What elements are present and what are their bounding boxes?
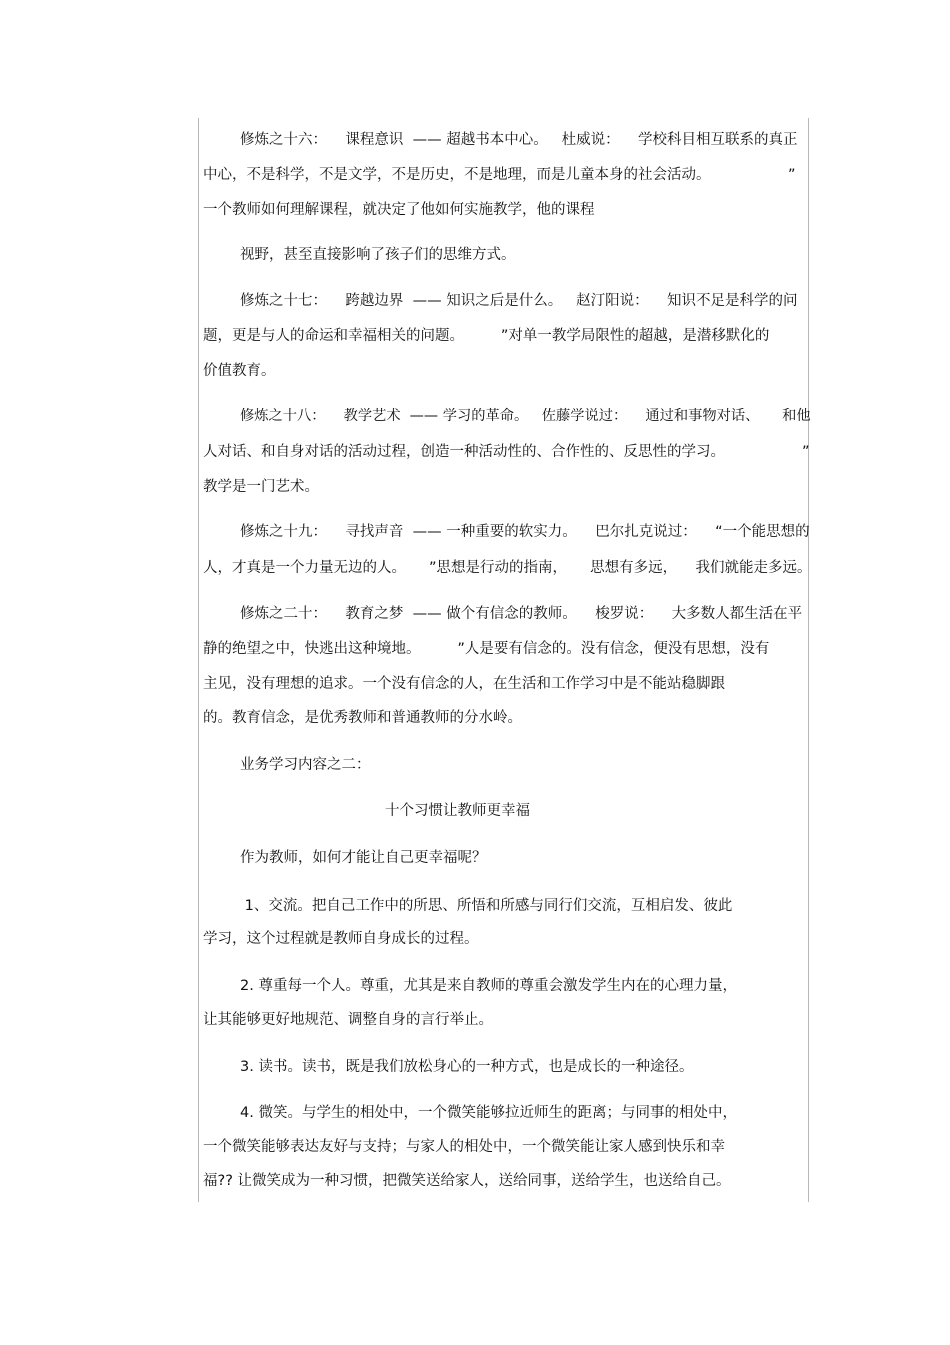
text-line: 2. 尊重每一个人。尊重，尤其是来自教师的尊重会激发学生内在的心理力量， — [240, 978, 737, 994]
quote-mark: ” — [802, 444, 810, 460]
text-line: 主见，没有理想的追求。一个没有信念的人，在生活和工作学习中是不能站稳脚跟 — [203, 676, 725, 692]
right-margin-rule — [808, 118, 809, 1202]
text-line: 学习，这个过程就是教师自身成长的过程。 — [203, 931, 479, 947]
text-line: 福?? 让微笑成为一种习惯，把微笑送给家人，送给同事，送给学生，也送给自己。 — [203, 1173, 731, 1189]
left-margin-rule — [198, 118, 199, 1202]
text-line: 一个微笑能够表达友好与支持；与家人的相处中，一个微笑能让家人感到快乐和幸 — [203, 1139, 725, 1155]
intro-line: 作为教师，如何才能让自己更幸福呢？ — [240, 850, 487, 866]
text-line: 修炼之十九： 寻找声音 —— 一种重要的软实力。 巴尔扎克说过： “一个能思想的 — [240, 524, 810, 540]
text-line: 的。教育信念，是优秀教师和普通教师的分水岭。 — [203, 710, 522, 726]
section-heading: 业务学习内容之二： — [240, 757, 371, 773]
text-line: 中心，不是科学，不是文学，不是历史，不是地理，而是儿童本身的社会活动。 — [203, 167, 711, 183]
text-line: 修炼之二十： 教育之梦 —— 做个有信念的教师。 梭罗说： 大多数人都生活在平 — [240, 606, 803, 622]
quote-mark: ” — [788, 167, 796, 183]
text-line: 人，才真是一个力量无边的人。 ”思想是行动的指南， 思想有多远， 我们就能走多远。 — [203, 560, 812, 576]
text-line: 人对话、和自身对话的活动过程，创造一种活动性的、合作性的、反思性的学习。 — [203, 444, 725, 460]
habit-3: 3. 读书。读书，既是我们放松身心的一种方式，也是成长的一种途径。 — [240, 1059, 694, 1075]
text-line: 让其能够更好地规范、调整自身的言行举止。 — [203, 1012, 493, 1028]
text-line: 题，更是与人的命运和幸福相关的问题。 ”对单一教学局限性的超越，是潜移默化的 — [203, 328, 770, 344]
text-line: 1、交流。把自己工作中的所思、所悟和所感与同行们交流，互相启发、彼此 — [240, 898, 733, 914]
text-line: 教学是一门艺术。 — [203, 479, 319, 495]
text-line: 修炼之十七： 跨越边界 —— 知识之后是什么。 赵汀阳说： 知识不足是科学的问 — [240, 293, 798, 309]
text-line: 静的绝望之中，快逃出这种境地。 ”人是要有信念的。没有信念，便没有思想，没有 — [203, 641, 770, 657]
text-line: 修炼之十八： 教学艺术 —— 学习的革命。 佐藤学说过： 通过和事物对话、 和他 — [240, 408, 811, 424]
text-line: 4. 微笑。与学生的相处中，一个微笑能够拉近师生的距离；与同事的相处中， — [240, 1105, 737, 1121]
article-title: 十个习惯让教师更幸福 — [385, 803, 530, 819]
text-line: 一个教师如何理解课程，就决定了他如何实施教学，他的课程 — [203, 202, 595, 218]
text-line: 修炼之十六： 课程意识 —— 超越书本中心。 杜威说： 学校科目相互联系的真正 — [240, 132, 798, 148]
text-line: 视野，甚至直接影响了孩子们的思维方式。 — [240, 247, 516, 263]
text-line: 价值教育。 — [203, 363, 276, 379]
